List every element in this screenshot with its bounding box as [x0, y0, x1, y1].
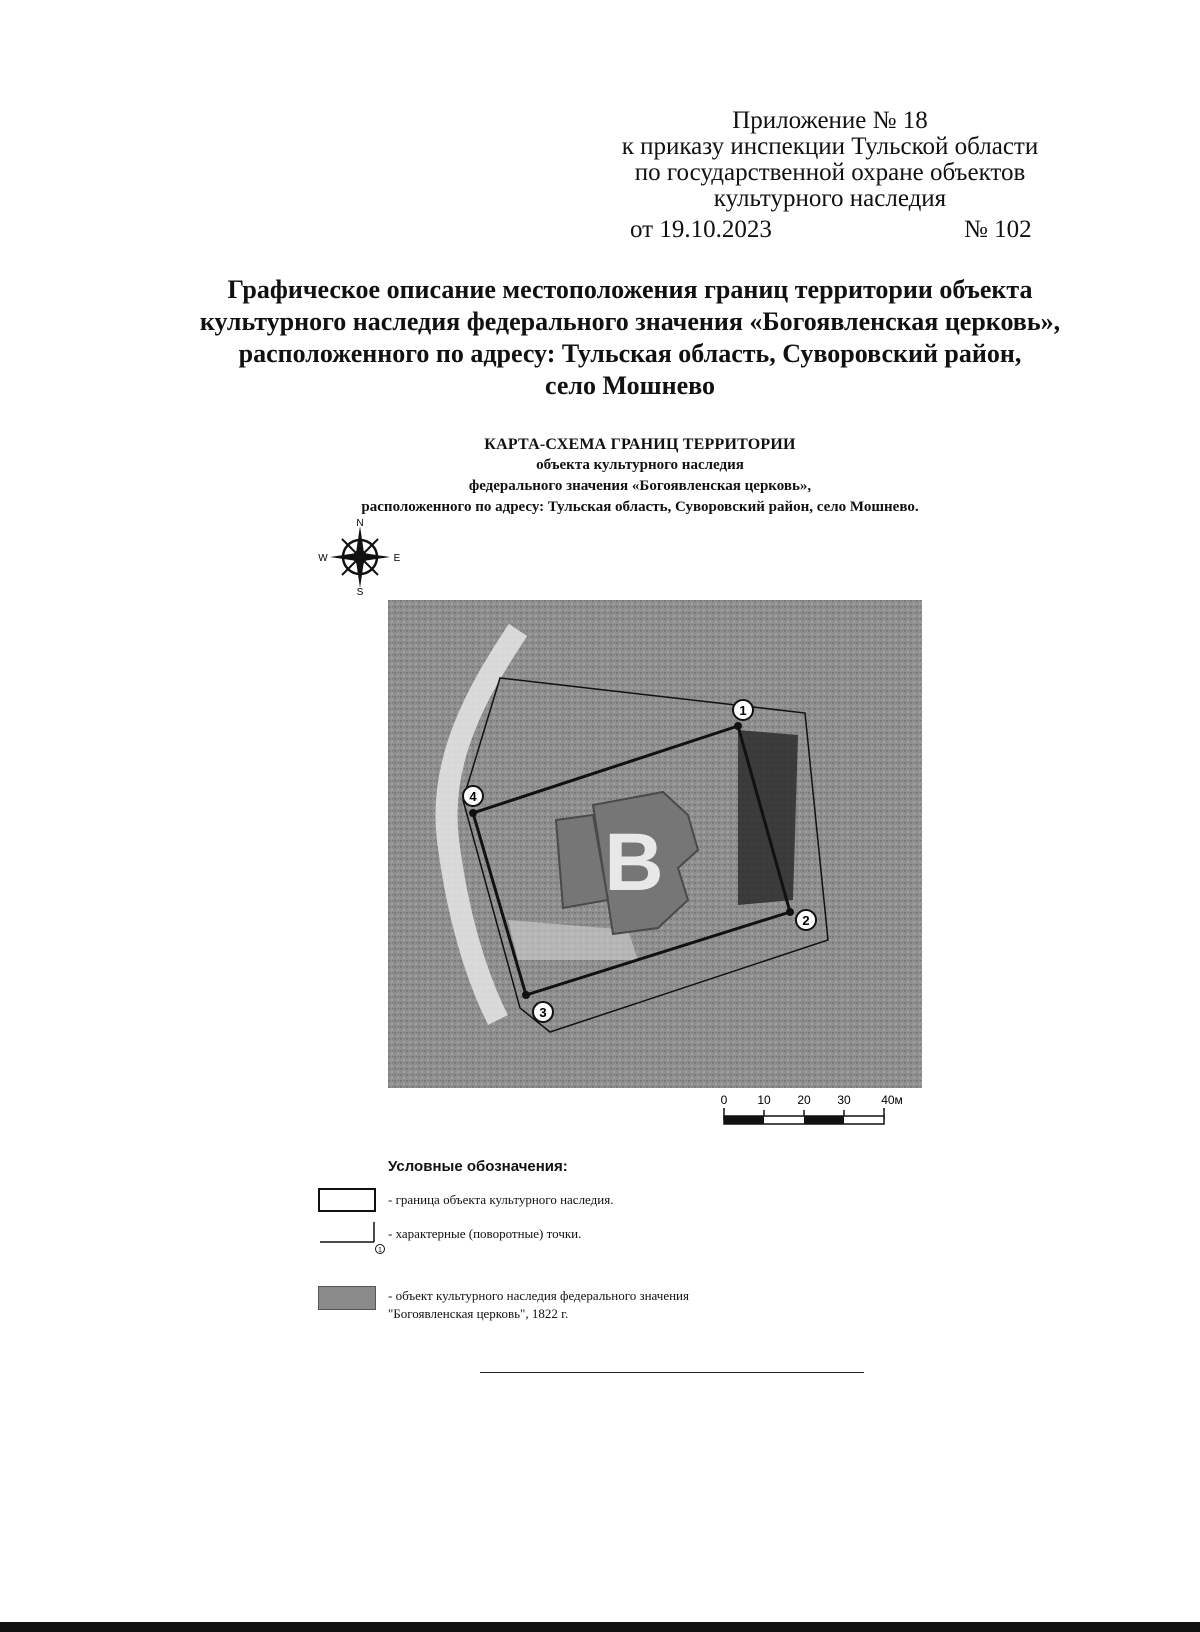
order-date: от 19.10.2023 [630, 216, 772, 243]
legend-object-text-1: - объект культурного наследия федерального значения [388, 1288, 689, 1303]
legend-boundary-text: - граница объекта культурного наследия. [388, 1192, 614, 1207]
signature-line [480, 1372, 864, 1373]
turning-point-3-label: 3 [539, 1005, 547, 1020]
turning-point-3-dot [522, 991, 530, 999]
annex-heritage-line: культурного наследия [713, 185, 947, 212]
map-caption-line-4: расположенного по адресу: Тульская область, Суворовский район, село Мошнево. [361, 499, 919, 515]
legend-object-text-2: "Богоявленская церковь", 1822 г. [388, 1306, 569, 1321]
turning-point-3-marker [533, 1002, 553, 1022]
title-line-3: расположенного по адресу: Тульская область, Суворовский район, [238, 339, 1022, 368]
annex-order-line: к приказу инспекции Тульской области [621, 133, 1039, 160]
map-caption-line-3: федерального значения «Богоявленская церковь», [468, 478, 812, 494]
scale-tick-40: 40м [881, 1093, 903, 1107]
scale-tick-10: 10 [757, 1093, 771, 1107]
turning-point-2-marker [796, 910, 816, 930]
annex-header [560, 108, 1100, 212]
compass-n-label: N [356, 518, 364, 529]
turning-point-1-label: 1 [739, 703, 747, 718]
turning-point-4-dot [469, 809, 477, 817]
title-line-1: Графическое описание местоположения границ территории объекта [227, 275, 1033, 304]
title-line-2: культурного наследия федерального значения «Богоявленская церковь», [199, 307, 1061, 336]
annex-agency-line: по государственной охране объектов [634, 159, 1026, 186]
turning-point-2-label: 2 [802, 913, 810, 928]
turning-point-symbol-icon [318, 1220, 388, 1254]
compass-w-label: W [318, 553, 328, 564]
scale-tick-20: 20 [797, 1093, 811, 1107]
building-label: В [604, 817, 664, 908]
document-title [150, 274, 1110, 402]
title-line-4: село Мошнево [544, 371, 715, 400]
site-map [388, 600, 922, 1088]
turning-point-1-dot [734, 722, 742, 730]
annex-number-line: Приложение № 18 [732, 107, 928, 134]
legend-points-text: - характерные (поворотные) точки. [388, 1226, 582, 1241]
turning-point-symbol-label: 1 [378, 1247, 382, 1254]
turning-point-4-marker [463, 786, 483, 806]
turning-point-4-label: 4 [469, 789, 477, 804]
turning-point-1-marker [733, 700, 753, 720]
map-caption [230, 434, 1050, 518]
compass-s-label: S [356, 587, 364, 596]
scale-bar [714, 1092, 914, 1130]
scale-tick-30: 30 [837, 1093, 851, 1107]
legend-title: Условные обозначения: [388, 1158, 568, 1175]
map-caption-line-1: КАРТА-СХЕМА ГРАНИЦ ТЕРРИТОРИИ [484, 436, 796, 453]
heritage-object-symbol-icon [318, 1286, 376, 1310]
scan-edge-bar [0, 1622, 1200, 1632]
order-number: № 102 [964, 216, 1032, 243]
map-caption-line-2: объекта культурного наследия [536, 457, 744, 473]
compass-rose-icon [318, 518, 402, 596]
boundary-symbol-icon [318, 1188, 376, 1212]
turning-point-2-dot [786, 908, 794, 916]
compass-e-label: E [393, 553, 401, 564]
scale-tick-0: 0 [720, 1093, 728, 1107]
